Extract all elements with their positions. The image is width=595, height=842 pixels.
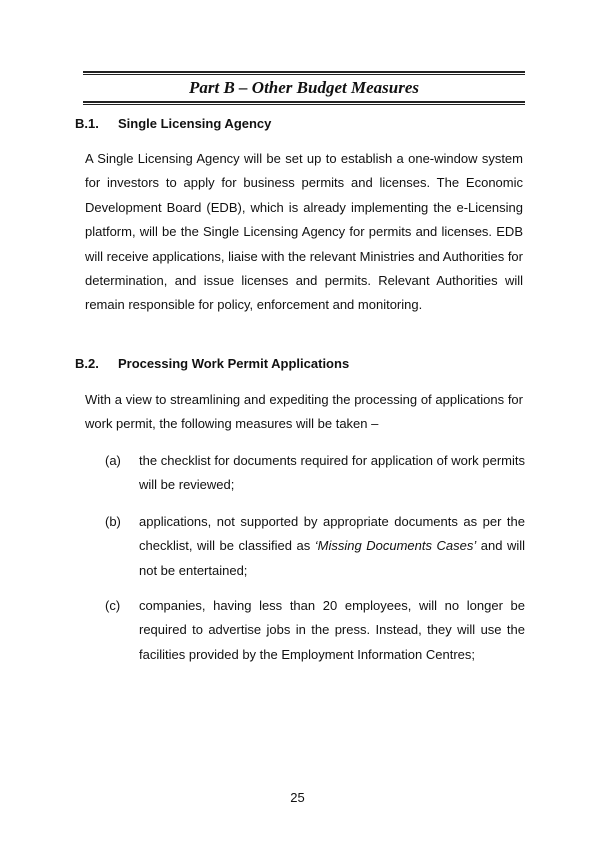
list-item-text-start: applications, not supported by appropriate documents as per the checklist, will be classified as [139, 514, 525, 554]
page-number: 25 [290, 790, 305, 805]
list-item-text [139, 510, 525, 583]
page-title: Part B – Other Budget Measures [189, 78, 419, 97]
section-number: B.1. [75, 116, 99, 131]
section-b1-paragraph: A Single Licensing Agency will be set up to establish a one-window system for investors to apply for business permits and licenses. The Economic Development Board (EDB), which is already implementing the e-Licensing platform, will be the Single Licensing Agency for permits and licenses. EDB will receive applications, liaise with the relevant Ministries and Authorities for determination, and issue licenses and permits. Relevant Authorities will remain responsible for policy, enforcement and monitoring. [85, 151, 523, 313]
list-item-text: companies, having less than 20 employees, will no longer be required to advertise jobs in the press. Instead, they will use the facilities provided by the Employment Information Centres; [139, 598, 525, 662]
list-marker: (b) [105, 514, 121, 529]
list-marker: (c) [105, 598, 121, 613]
section-heading-b1 [75, 116, 271, 132]
list-item-text: the checklist for documents required for application of work permits will be reviewed; [139, 453, 525, 493]
list-item-c [105, 594, 525, 667]
section-heading-b2 [75, 356, 349, 372]
list-item-b [105, 510, 525, 583]
section-number: B.2. [75, 356, 99, 371]
list-item-text-end: and will not be entertained; [139, 538, 525, 578]
title-block [83, 71, 525, 105]
section-title: Single Licensing Agency [118, 116, 272, 131]
list-item-emphasis: ‘Missing Documents Cases’ [314, 538, 477, 554]
section-title: Processing Work Permit Applications [118, 356, 350, 371]
section-b2-paragraph: With a view to streamlining and expediting the processing of applications for work permit, the following measures will be taken – [85, 392, 523, 432]
title-rule-bottom [83, 101, 525, 105]
list-item-a [105, 449, 525, 498]
list-marker: (a) [105, 453, 121, 468]
